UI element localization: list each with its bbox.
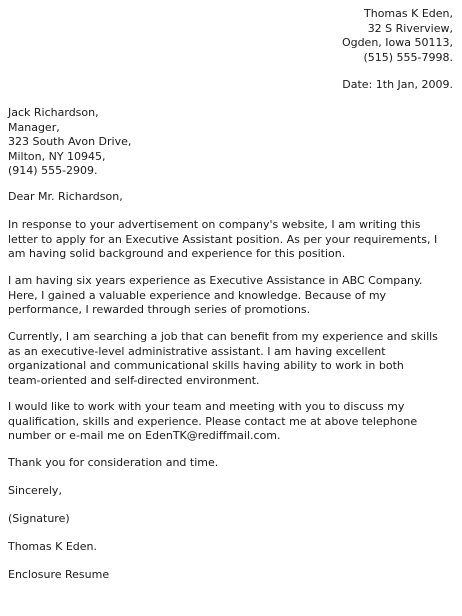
paragraph-line: team-oriented and self-directed environment. (8, 373, 260, 387)
sender-city: Ogden, Iowa 50113, (341, 36, 453, 49)
paragraph-line: I am having six years experience as Executive Assistance in ABC Company. (8, 274, 423, 287)
enclosure-text: Enclosure Resume (8, 568, 110, 581)
paragraph-line: In response to your advertisement on company's website, I am writing this (8, 218, 421, 231)
body-paragraph-2 (8, 274, 456, 318)
sender-address (342, 7, 453, 65)
paragraph-line: I would like to work with your team and meeting with you to discuss my (8, 400, 405, 413)
recipient-phone: (914) 555-2909. (8, 164, 98, 177)
paragraph-line: organizational and communicational skills having ability to work in both (8, 359, 404, 372)
paragraph-line: number or e-mail me on EdenTK@rediffmail.com. (8, 429, 281, 442)
recipient-city: Milton, NY 10945, (8, 149, 106, 163)
salutation-text: Dear Mr. Richardson, (8, 190, 123, 203)
sender-name: Thomas K Eden, (364, 7, 453, 20)
sender-phone: (515) 555-7998. (363, 50, 453, 64)
paragraph-line: qualification, skills and experience. Please contact me at above telephone (8, 414, 418, 428)
sender-street: 32 S Riverview, (367, 21, 453, 35)
paragraph-line: Currently, I am searching a job that can benefit from my experience and skills (8, 330, 438, 343)
signer-text: Thomas K Eden. (8, 540, 97, 553)
closing (8, 484, 456, 499)
paragraph-line: Here, I gained a valuable experience and knowledge. Because of my (8, 288, 387, 302)
closing-text: Sincerely, (8, 484, 62, 497)
body-paragraph-4 (8, 400, 456, 444)
body-paragraph-3 (8, 330, 456, 388)
signature-text: (Signature) (8, 512, 70, 525)
recipient-name: Jack Richardson, (8, 106, 99, 119)
signature-placeholder (8, 512, 456, 527)
paragraph-line: performance, I rewarded through series of promotions. (8, 303, 311, 316)
recipient-street: 323 South Avon Drive, (8, 135, 132, 148)
thanks-line (8, 456, 456, 471)
signer-name (8, 540, 456, 555)
enclosure-note (8, 568, 456, 583)
paragraph-line: as an executive-level administrative assistant. I am having excellent (8, 344, 386, 358)
salutation (8, 190, 456, 205)
thanks-text: Thank you for consideration and time. (8, 456, 219, 469)
paragraph-line: am having solid background and experience for this position. (8, 247, 346, 260)
letter-date: Date: 1th Jan, 2009. (342, 78, 453, 91)
body-paragraph-1 (8, 218, 456, 262)
recipient-title: Manager, (8, 120, 60, 134)
paragraph-line: letter to apply for an Executive Assistant position. As per your requirements, I (8, 232, 438, 246)
recipient-address (8, 106, 131, 179)
